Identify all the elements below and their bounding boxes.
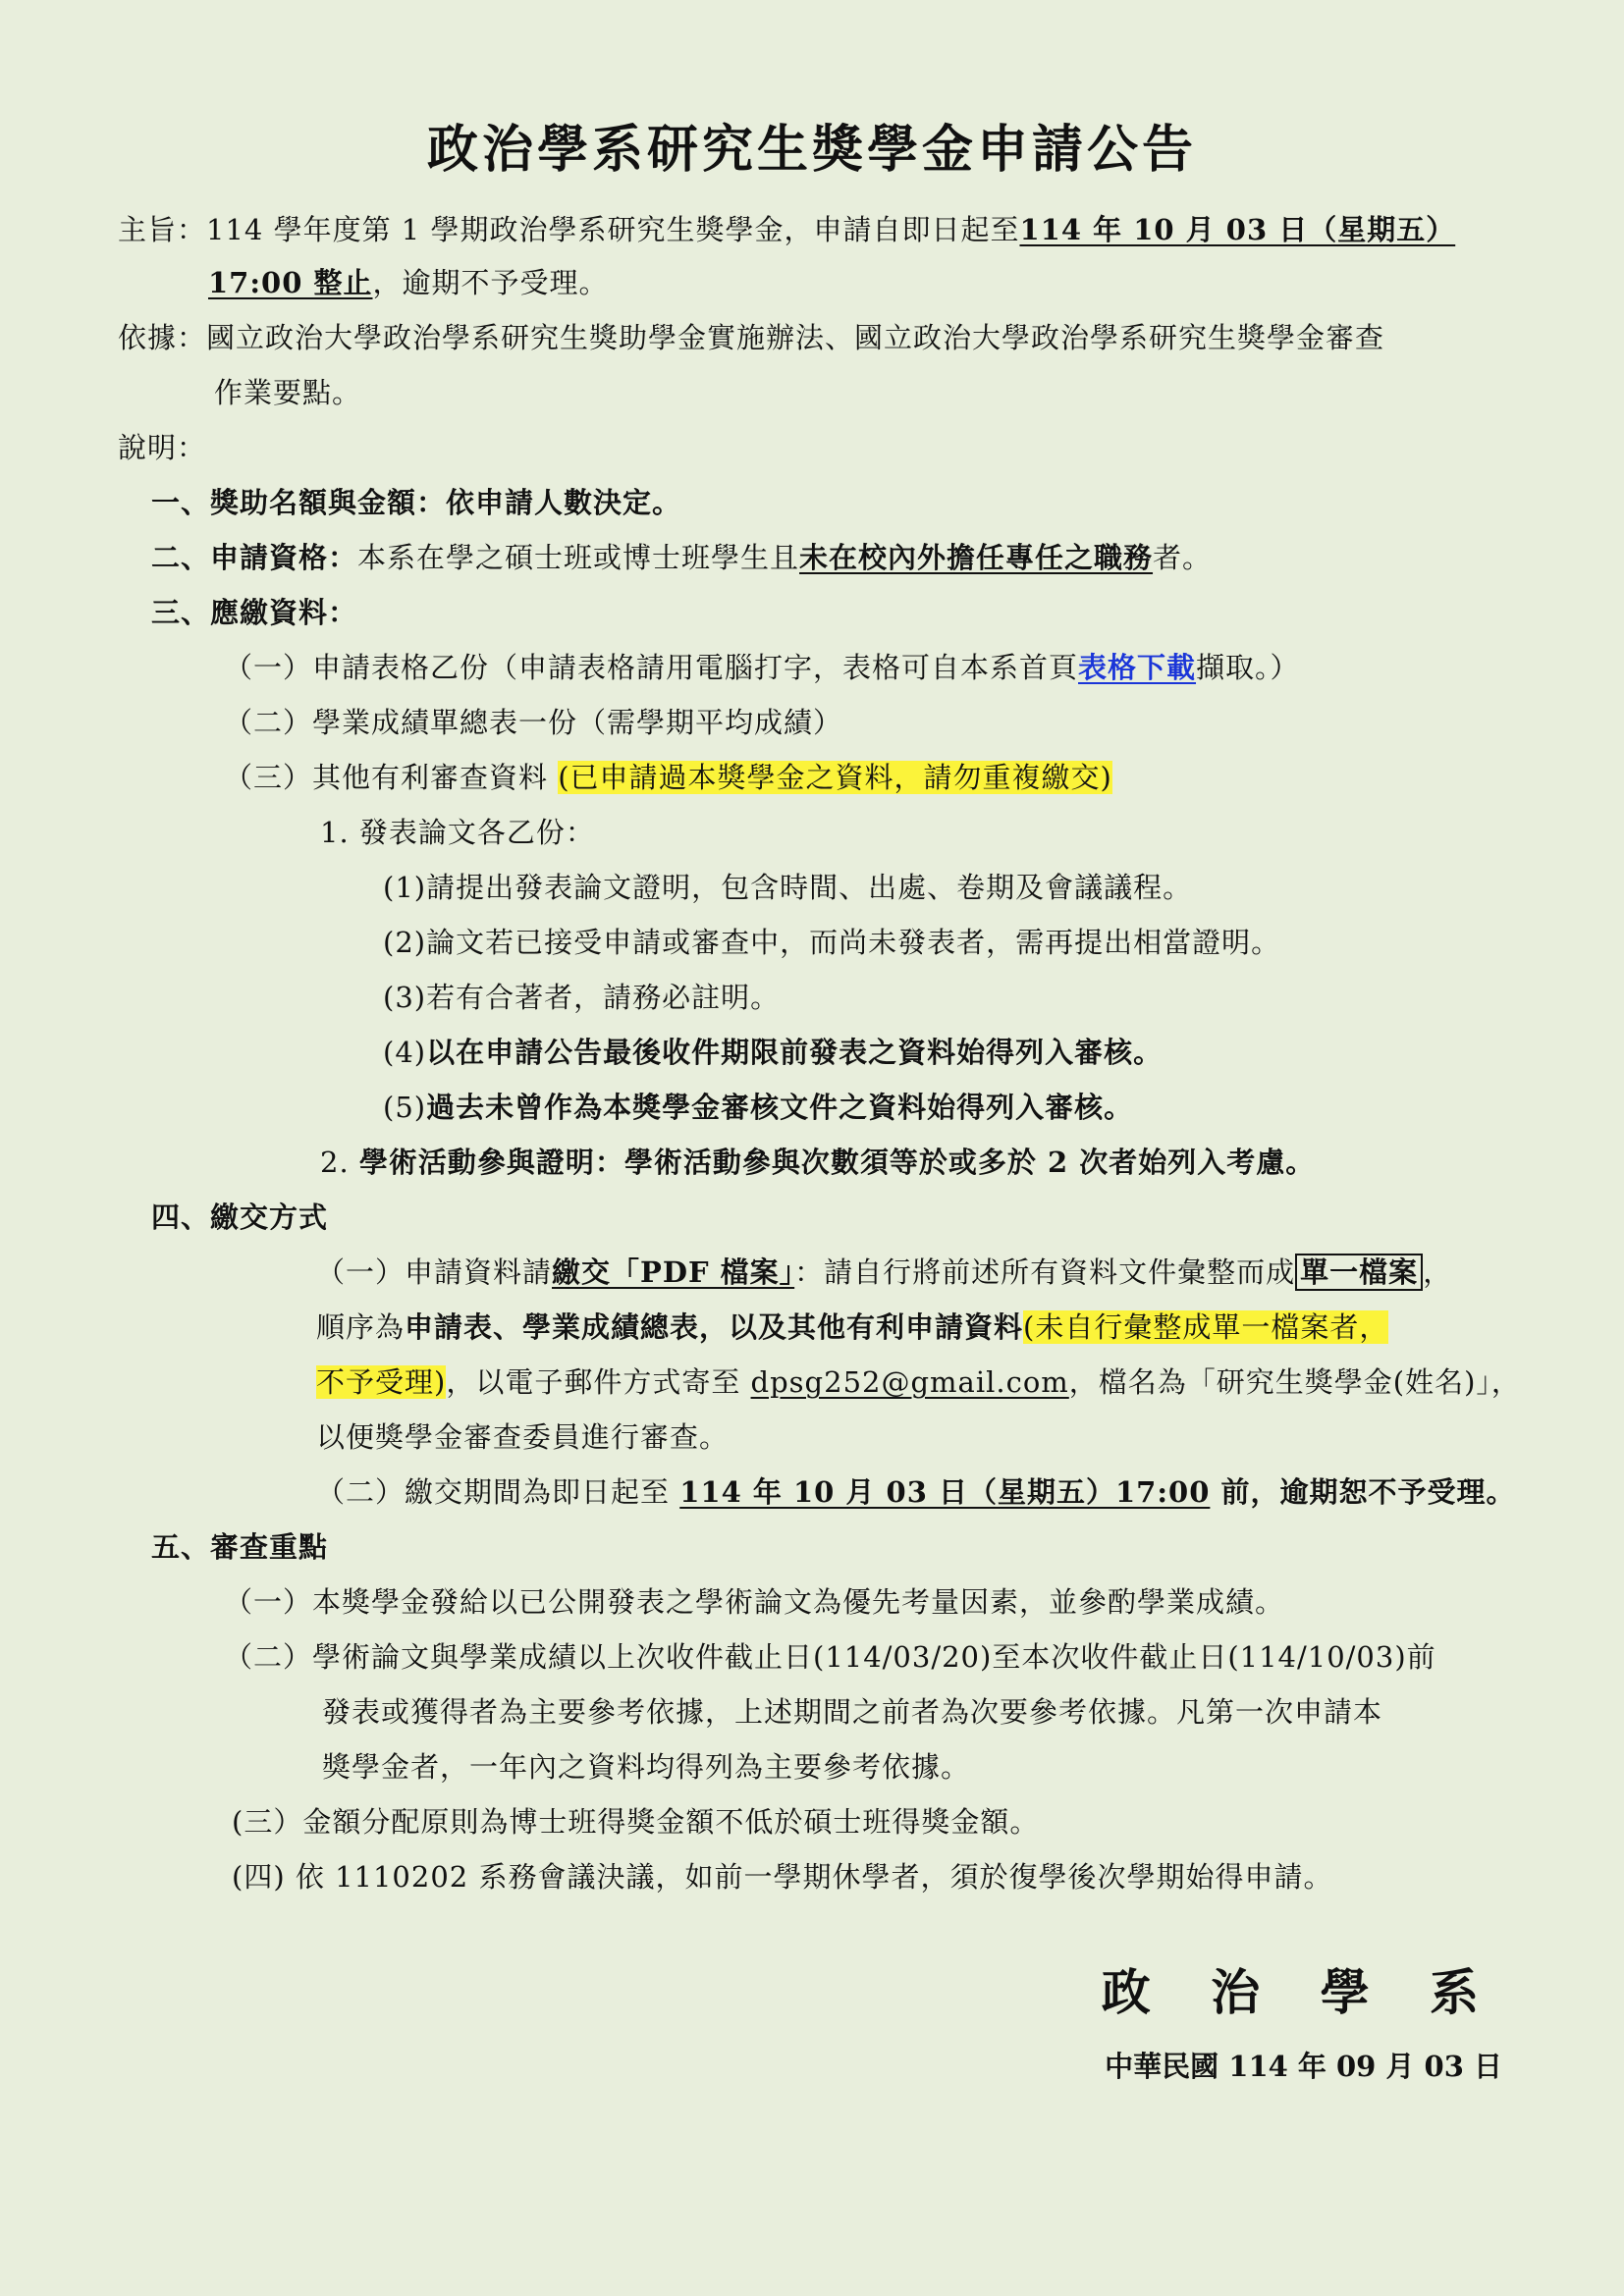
section-5-heading bbox=[151, 1527, 328, 1567]
submission-line-2 bbox=[316, 1308, 1388, 1347]
papers-point-2: (2)論文若已接受申請或審查中，而尚未發表者，需再提出相當證明。 bbox=[383, 926, 1281, 959]
submission-period-deadline: 114 年 10 月 03 日（星期五）17:00 bbox=[679, 1475, 1211, 1509]
file-order: 申請表、學業成績總表，以及其他有利申請資料 bbox=[405, 1310, 1024, 1344]
submission-comma: ， bbox=[1423, 1255, 1453, 1289]
basis-line-1 bbox=[118, 318, 1384, 357]
subject-tail: ，逾期不予受理。 bbox=[372, 266, 609, 299]
submission-line-1 bbox=[316, 1253, 1452, 1292]
subject-deadline-time: 17:00 整止 bbox=[208, 266, 373, 299]
basis-label: 依據： bbox=[118, 321, 207, 354]
section-1 bbox=[151, 483, 681, 522]
review-point-1: （一）本獎學金發給以已公開發表之學術論文為優先考量因素，並參酌學業成績。 bbox=[224, 1585, 1285, 1619]
section-3-item-2: （二）學業成績單總表一份（需學期平均成績） bbox=[224, 706, 843, 739]
papers-point-4-number: (4) bbox=[383, 1036, 427, 1069]
submission-period-text: （二）繳交期間為即日起至 bbox=[316, 1475, 680, 1509]
pdf-requirement: 繳交「PDF 檔案」 bbox=[552, 1255, 795, 1289]
review-point-2-line-2: 發表或獲得者為主要參考依據，上述期間之前者為次要參考依據。凡第一次申請本 bbox=[322, 1695, 1383, 1729]
papers-heading: 1. 發表論文各乙份： bbox=[320, 816, 595, 849]
rejection-note-1: (未自行彙整成單一檔案者， bbox=[1023, 1310, 1389, 1344]
submission-text-1: （一）申請資料請 bbox=[316, 1255, 553, 1289]
explain-label: 說明： bbox=[118, 431, 207, 464]
page-title: 政治學系研究生獎學金申請公告 bbox=[426, 120, 1197, 180]
academic-activity bbox=[320, 1143, 1315, 1182]
submission-text-2: ：請自行將前述所有資料文件彙整而成 bbox=[794, 1255, 1296, 1289]
papers-point-3: (3)若有合著者，請務必註明。 bbox=[383, 981, 781, 1014]
academic-activity-text: 學術活動參與證明：學術活動參與次數須等於或多於 2 次者始列入考慮。 bbox=[358, 1146, 1316, 1179]
papers-point-5 bbox=[383, 1088, 1133, 1127]
subject-line-2 bbox=[208, 263, 609, 302]
basis-text: 國立政治大學政治學系研究生獎助學金實施辦法、國立政治大學政治學系研究生獎學金審查 bbox=[206, 321, 1385, 354]
subject-deadline-date: 114 年 10 月 03 日（星期五） bbox=[1019, 213, 1456, 246]
order-label: 順序為 bbox=[316, 1310, 406, 1344]
section-2-text: 本系在學之碩士班或博士班學生且 bbox=[357, 541, 800, 574]
section-3-item-1-text: （一）申請表格乙份（申請表格請用電腦打字，表格可自本系首頁 bbox=[224, 651, 1079, 684]
submission-period-tail: 前，逾期恕不予受理。 bbox=[1210, 1475, 1516, 1509]
papers-point-5-text: 過去未曾作為本獎學金審核文件之資料始得列入審核。 bbox=[426, 1091, 1134, 1124]
submission-period bbox=[316, 1472, 1516, 1512]
section-5-heading-text: 五、審查重點 bbox=[151, 1530, 329, 1564]
section-2-heading: 二、申請資格： bbox=[151, 541, 358, 574]
single-file-requirement: 單一檔案 bbox=[1295, 1254, 1423, 1291]
section-4-heading bbox=[151, 1198, 328, 1237]
section-2 bbox=[151, 538, 1212, 577]
rejection-note-2: 不予受理) bbox=[316, 1365, 447, 1399]
academic-activity-number: 2. bbox=[320, 1146, 359, 1179]
papers-point-1: (1)請提出發表論文證明，包含時間、出處、卷期及會議議程。 bbox=[383, 871, 1193, 904]
section-2-condition: 未在校內外擔任專任之職務 bbox=[799, 541, 1154, 574]
papers-point-5-number: (5) bbox=[383, 1091, 427, 1124]
filename-instruction: ，檔名為「研究生獎學金(姓名)」， bbox=[1068, 1365, 1521, 1399]
section-1-text: 一、獎助名額與金額：依申請人數決定。 bbox=[151, 486, 682, 519]
review-point-3: (三）金額分配原則為博士班得獎金額不低於碩士班得獎金額。 bbox=[232, 1805, 1040, 1839]
section-4-heading-text: 四、繳交方式 bbox=[151, 1201, 329, 1234]
submission-line-3 bbox=[316, 1362, 1521, 1402]
papers-point-4-text: 以在申請公告最後收件期限前發表之資料始得列入審核。 bbox=[426, 1036, 1164, 1069]
section-2-tail: 者。 bbox=[1153, 541, 1213, 574]
review-point-4: (四) 依 1110202 系務會議決議，如前一學期休學者，須於復學後次學期始得申請。 bbox=[232, 1860, 1333, 1894]
section-3-item-1 bbox=[224, 648, 1300, 687]
no-resubmit-note: (已申請過本獎學金之資料，請勿重複繳交) bbox=[558, 761, 1112, 794]
review-point-2-line-1: （二）學術論文與學業成績以上次收件截止日(114/03/20)至本次收件截止日(114/10/03)前 bbox=[224, 1640, 1436, 1674]
review-point-2-line-3: 獎學金者，一年內之資料均得列為主要參考依據。 bbox=[322, 1750, 971, 1784]
section-3-item-1-tail: 擷取。） bbox=[1196, 651, 1300, 684]
subject-text: 114 學年度第 1 學期政治學系研究生獎學金，申請自即日起至 bbox=[206, 213, 1020, 246]
section-3-heading bbox=[151, 593, 357, 632]
announcement-date: 中華民國 114 年 09 月 03 日 bbox=[1105, 2050, 1502, 2083]
section-3-item-3 bbox=[224, 758, 1112, 797]
section-3-heading-text: 三、應繳資料： bbox=[151, 596, 358, 629]
submission-line-4: 以便獎學金審查委員進行審查。 bbox=[316, 1420, 730, 1454]
papers-point-4 bbox=[383, 1033, 1163, 1072]
subject-label: 主旨： bbox=[118, 213, 207, 246]
basis-line-2: 作業要點。 bbox=[214, 376, 362, 409]
section-3-item-3-text: （三）其他有利審查資料 bbox=[224, 761, 559, 794]
department-signature: 政 治 學 系 bbox=[1101, 1963, 1500, 2021]
email-instruction: ，以電子郵件方式寄至 bbox=[446, 1365, 751, 1399]
email-address[interactable]: dpsg252@gmail.com bbox=[750, 1365, 1069, 1399]
subject-line-1 bbox=[118, 210, 1455, 249]
form-download-link[interactable]: 表格下載 bbox=[1078, 651, 1197, 684]
